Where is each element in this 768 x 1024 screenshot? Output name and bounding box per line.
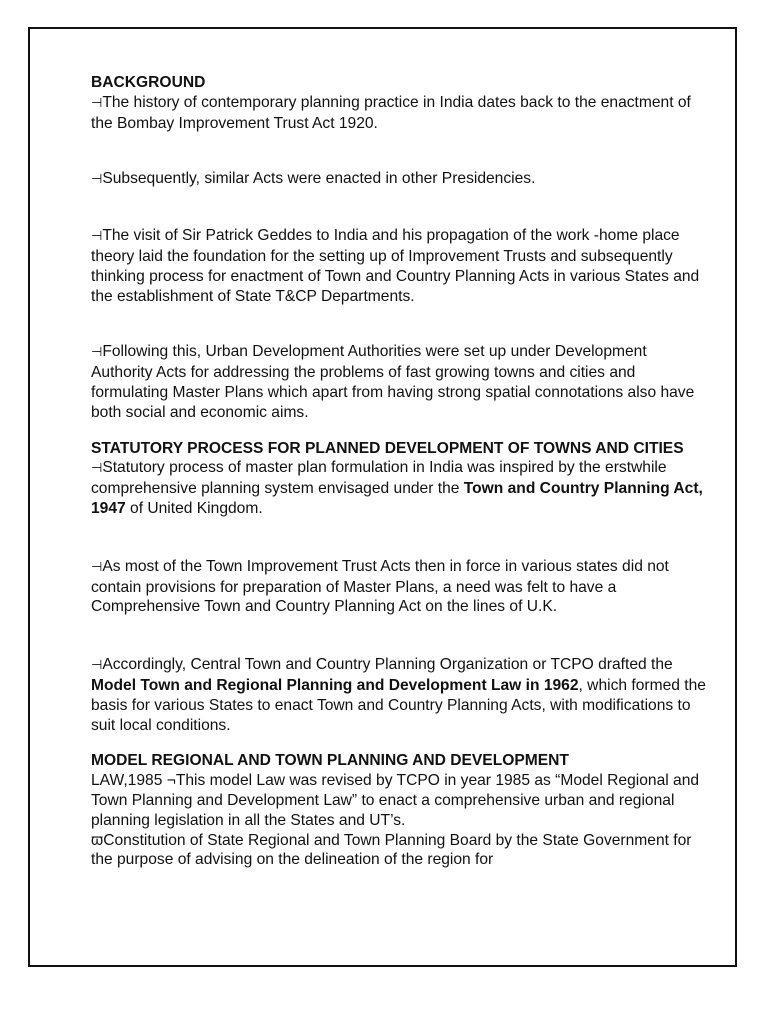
paragraph-improvement-trust-acts: ⊣As most of the Town Improvement Trust Acts then in force in various states did not contain provisions for preparation of Master Plans, a need was felt to have a Comprehensive Town and Country Planning Act on the lines of U.K. (91, 557, 669, 616)
arrow-bullet-icon: ⊣ (91, 559, 103, 575)
paragraph-presidencies: ⊣Subsequently, similar Acts were enacted in other Presidencies. (91, 170, 536, 188)
paragraph-development-authorities: ⊣Following this, Urban Development Authorities were set up under Development Authority Acts for addressing the problems of fast growing towns and cities and formulating Master Plans which apart from having strong spatial connotations also have both social and economic aims. (91, 343, 695, 421)
act-1947-title: Town and Country Planning Act, 1947 (91, 480, 703, 517)
paragraph-model-law-1985: LAW,1985 ¬This model Law was revised by TCPO in year 1985 as “Model Regional and Town Planning and Development Law” to enact a comprehensive urban and regional planning legislation in all the States and UT’s. (91, 772, 700, 829)
paragraph-history: ⊣The history of contemporary planning practice in India dates back to the enactment of the Bombay Improvement Trust Act 1920. (91, 93, 691, 132)
background-heading: BACKGROUND (91, 74, 206, 91)
arrow-bullet-icon: ⊣ (91, 172, 103, 188)
paragraph-state-board: ϖConstitution of State Regional and Town Planning Board by the State Government for the purpose of advising on the delineation of the region for (91, 831, 692, 869)
statutory-heading: STATUTORY PROCESS FOR PLANNED DEVELOPMENT OF TOWNS AND CITIES (91, 439, 684, 457)
model-law-1962-title: Model Town and Regional Planning and Development Law in 1962 (91, 676, 579, 694)
arrow-bullet-icon: ⊣ (91, 345, 103, 361)
paragraph-statutory-process: ⊣Statutory process of master plan formulation in India was inspired by the erstwhile comprehensive planning system envisaged under the Town and Country Planning Act, 1947 of United Kingdom. (91, 459, 703, 517)
paragraph-tcpo-model-law: ⊣Accordingly, Central Town and Country Planning Organization or TCPO drafted the Model Town and Regional Planning and Development Law in 1962, which formed the basis for various States to enact Town and Country Planning Acts, with modifications to suit local conditions. (91, 656, 706, 734)
arrow-bullet-icon: ⊣ (91, 229, 103, 245)
not-sign-bullet-icon: ¬ (166, 772, 176, 790)
arrow-bullet-icon: ⊣ (91, 461, 103, 477)
model-law-heading: MODEL REGIONAL AND TOWN PLANNING AND DEVELOPMENT (91, 752, 569, 770)
document-body (91, 73, 711, 870)
varpi-bullet-icon: ϖ (91, 831, 104, 849)
paragraph-geddes: ⊣The visit of Sir Patrick Geddes to India and his propagation of the work -home place theory laid the foundation for the setting up of Improvement Trusts and subsequently thinking process for enactment of Town and Country Planning Acts in various States and the establishment of State T&CP Departments. (91, 227, 700, 305)
arrow-bullet-icon: ⊣ (91, 658, 103, 674)
arrow-bullet-icon: ⊣ (91, 95, 103, 111)
